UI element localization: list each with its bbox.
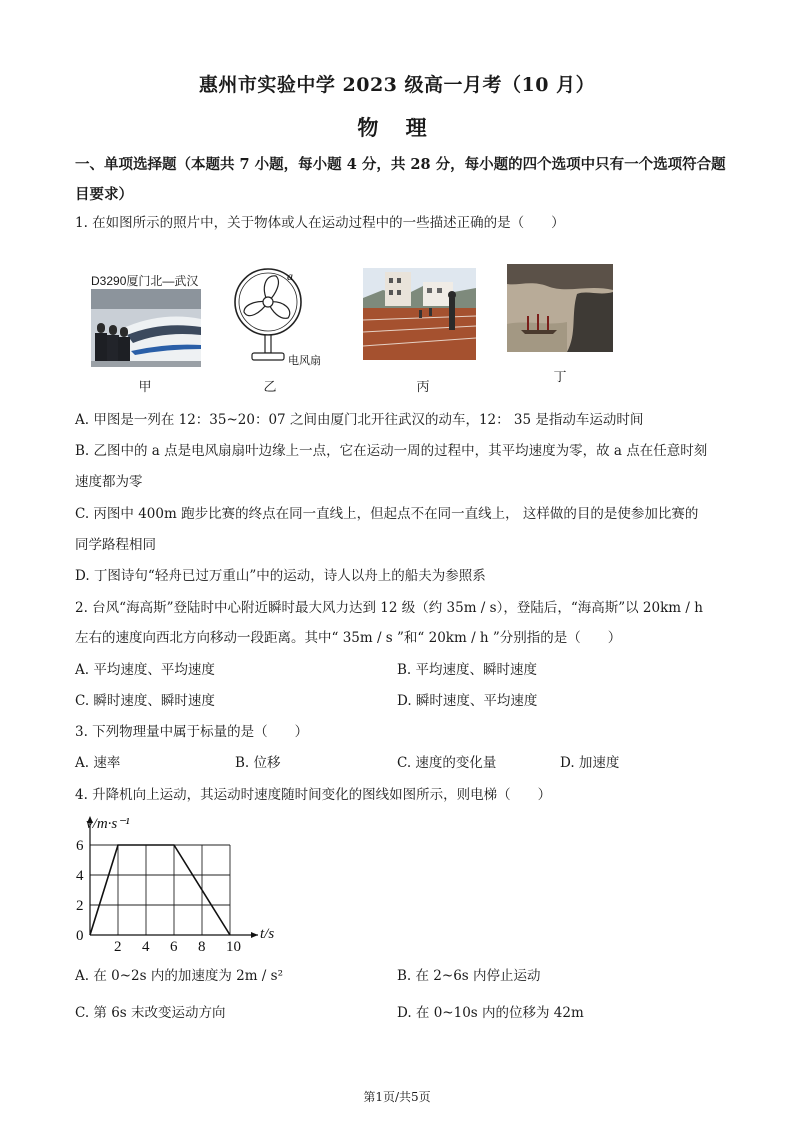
q1-option-b-line1: B. 乙图中的 a 点是电风扇扇叶边缘上一点，它在运动一周的过程中，其平均速度为零，故 a 点在任意时刻: [75, 443, 708, 459]
y-tick-label: 6: [76, 838, 84, 854]
page-number: 第1页/共5页: [363, 1090, 431, 1104]
subject-title: 物 理: [357, 115, 437, 140]
caption-yi: 乙: [263, 380, 277, 395]
x-tick-label: 4: [142, 939, 150, 955]
fan-drawing: [230, 262, 340, 370]
q3-option-d: D. 加速度: [560, 755, 620, 771]
track-photo: [363, 268, 476, 360]
fan-label: 电风扇: [288, 354, 321, 367]
q1-option-c-line2: 同学路程相同: [75, 537, 156, 553]
x-tick-label: 10: [226, 939, 241, 955]
vt-graph: [68, 808, 298, 962]
caption-jia: 甲: [138, 380, 152, 395]
q2-stem-line1: 2. 台风“海高斯”登陆时中心附近瞬时最大风力达到 12 级（约 35m / s），登陆后，“海高斯”以 20km / h: [75, 600, 703, 616]
x-tick-label: 8: [198, 939, 206, 955]
x-tick-label: 0: [76, 928, 84, 944]
q4-option-b: B. 在 2~6s 内停止运动: [397, 968, 541, 984]
x-tick-label: 6: [170, 939, 178, 955]
q4-option-c: C. 第 6s 末改变运动方向: [75, 1005, 226, 1021]
y-tick-label: 2: [76, 898, 84, 914]
q4-option-d: D. 在 0~10s 内的位移为 42m: [397, 1005, 584, 1021]
caption-bing: 丙: [416, 380, 430, 395]
vt-graph-svg: [68, 808, 298, 958]
q4-stem: 4. 升降机向上运动，其运动时速度随时间变化的图线如图所示，则电梯（ ）: [75, 787, 552, 803]
exam-title: 惠州市实验中学 2023 级高一月考（10 月）: [198, 74, 596, 96]
section-heading: 一、单项选择题（本题共 7 小题，每小题 4 分，共 28 分，每小题的四个选项中只有一个选项符合题目要求）: [75, 156, 726, 203]
q1-option-c-line1: C. 丙图中 400m 跑步比赛的终点在同一直线上，但起点不在同一直线上， 这样做的目的是使参加比赛的: [75, 506, 699, 522]
q1-option-a: A. 甲图是一列在 12：35~20：07 之间由厦门北开往武汉的动车，12： 35 是指动车运动时间: [75, 412, 644, 428]
caption-ding: 丁: [553, 370, 567, 385]
q3-option-b: B. 位移: [235, 755, 281, 771]
y-axis-label: v/m·s⁻¹: [86, 816, 130, 832]
x-axis-label: t/s: [260, 926, 275, 942]
painting-photo: [507, 264, 613, 352]
image-train-panel: [91, 272, 203, 371]
y-tick-label: 4: [76, 868, 84, 884]
train-photo: [91, 289, 201, 367]
q3-option-a: A. 速率: [75, 755, 121, 771]
train-label: D3290厦门北—武汉: [91, 274, 199, 288]
velocity-line: [90, 845, 230, 935]
q2-option-c: C. 瞬时速度、瞬时速度: [75, 693, 215, 709]
fan-point-label: a: [287, 269, 293, 283]
q2-option-a: A. 平均速度、平均速度: [75, 662, 215, 678]
q3-stem: 3. 下列物理量中属于标量的是（ ）: [75, 724, 309, 740]
q1-option-b-line2: 速度都为零: [75, 474, 143, 490]
q1-stem: 1. 在如图所示的照片中，关于物体或人在运动过程中的一些描述正确的是（ ）: [75, 215, 565, 231]
image-fan-panel: [230, 262, 340, 370]
image-painting-panel: [507, 264, 613, 356]
q2-option-d: D. 瞬时速度、平均速度: [397, 693, 538, 709]
q2-option-b: B. 平均速度、瞬时速度: [397, 662, 538, 678]
q3-option-c: C. 速度的变化量: [397, 755, 497, 771]
image-track-panel: [363, 268, 476, 364]
x-tick-label: 2: [114, 939, 122, 955]
x-axis-arrow: [251, 932, 258, 938]
q4-option-a: A. 在 0~2s 内的加速度为 2m / s²: [75, 968, 283, 984]
q1-option-d: D. 丁图诗句“轻舟已过万重山”中的运动，诗人以舟上的船夫为参照系: [75, 568, 486, 584]
q2-stem-line2: 左右的速度向西北方向移动一段距离。其中“ 35m / s ”和“ 20km / h ”分别指的是（ ）: [75, 630, 622, 646]
